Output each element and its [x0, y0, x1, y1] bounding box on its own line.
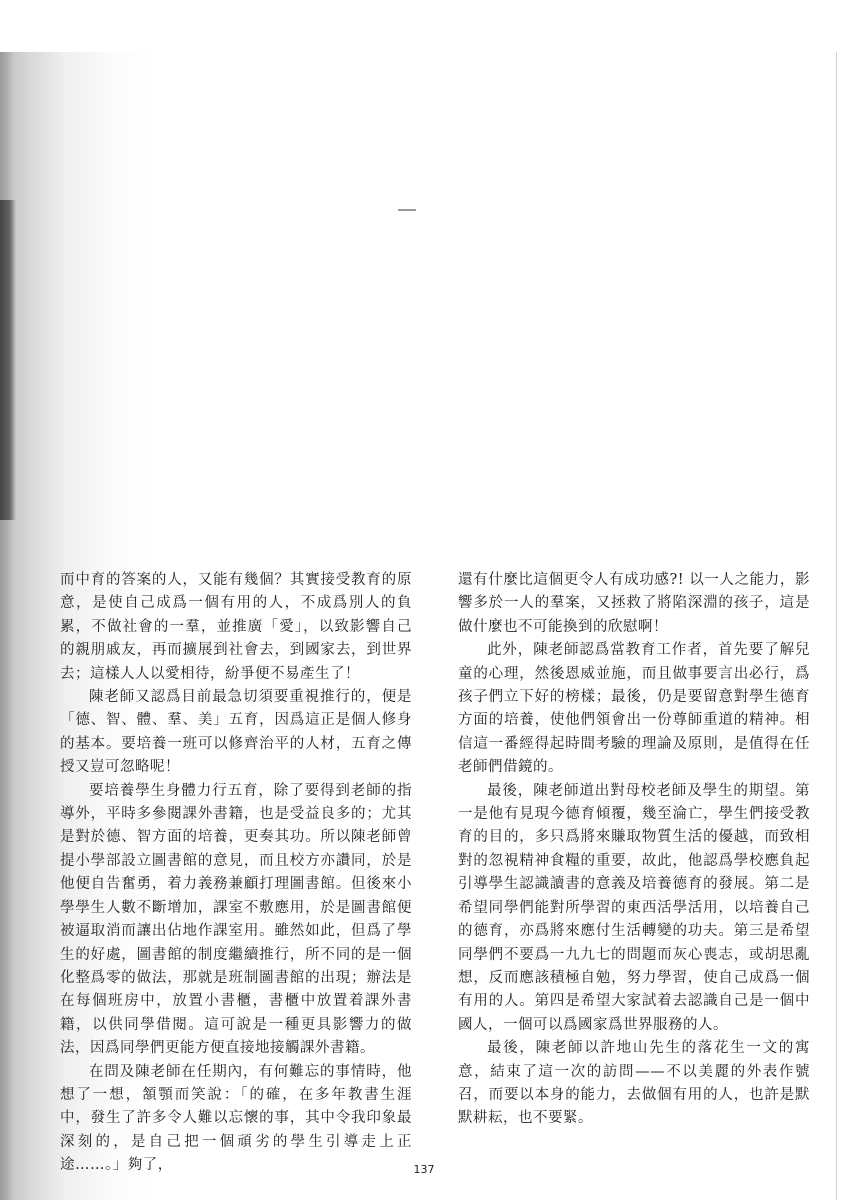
- decorative-dash: [398, 209, 416, 211]
- page-number: 137: [413, 1163, 435, 1176]
- right-text-column: [458, 569, 810, 1131]
- paragraph: 還有什麼比這個更令人有成功感?! 以一人之能力，影響多於一人的羣案，又拯救了將陷深淵的孩子，這是做什麼也不可能換到的欣慰啊！: [458, 572, 810, 635]
- paragraph: 此外，陳老師認爲當教育工作者，首先要了解兒童的心理，然後恩威並施，而且做事要言出必行，爲孩子們立下好的榜樣；最後，仍是要留意對學生德育方面的培養，使他們領會出一份尊師重道的精神。相信這一番經得起時間考驗的理論及原則，是值得在任老師們借鏡的。: [458, 642, 810, 776]
- paragraph: 而中育的答案的人，又能有幾個？其實接受教育的原意，是使自己成爲一個有用的人，不成爲別人的負累，不做社會的一羣，並推廣「愛」，以致影響自己的親朋戚友，再而擴展到社會去，到國家去，到世界去；這樣人人以愛相待，紛爭便不易產生了！: [60, 572, 412, 682]
- paragraph: 最後，陳老師以許地山先生的落花生一文的寓意，結束了這一次的訪問——不以美麗的外表作號召，而要以本身的能力，去做個有用的人，也許是默默耕耘，也不要緊。: [458, 1040, 810, 1127]
- paragraph: 最後，陳老師道出對母校老師及學生的期望。第一是他有見現今德育傾覆，幾至淪亡，學生們接受教育的目的，多只爲將來賺取物質生活的優越，而致相對的忽視精神食糧的重要，故此，他認爲學校應負起引導學生認識讀書的意義及培養德育的發展。第二是希望同學們能對所學習的東西活學活用，以培養自己的德育，亦爲將來應付生活轉變的功夫。第三是希望同學們不要爲一九九七的問題而灰心喪志，或胡思亂想，反而應該積極自勉，努力學習，使自己成爲一個有用的人。第四是希望大家試着去認識自己是一個中國人，一個可以爲國家爲世界服務的人。: [458, 782, 810, 1033]
- paragraph: 在問及陳老師在任期內，有何難忘的事情時，他想了一想，頷顎而笑說：「的確，在多年教書生涯中，發生了許多令人難以忘懷的事，其中令我印象最深刻的，是自己把一個頑劣的學生引導走上正途……。」夠了，: [60, 1063, 412, 1174]
- left-text-column: [60, 569, 412, 1178]
- paragraph: 陳老師又認爲目前最急切須要重視推行的，便是「德、智、體、羣、美」五育，因爲這正是個人修身的基本。要培養一班可以修齊治平的人材，五育之傳授又豈可忽略呢！: [60, 689, 412, 776]
- facing-page-photo-edge: [0, 200, 16, 520]
- paragraph: 要培養學生身體力行五育，除了要得到老師的指導外，平時多參閱課外書籍，也是受益良多的；尤其是對於德、智方面的培養，更奏其功。所以陳老師曾提小學部設立圖書館的意見，而且校方亦讚同，於是他便自告奮勇，着力義務兼顧打理圖書館。但後來小學學生人數不斷增加，課室不敷應用，於是圖書館便被逼取消而讓出佔地作課室用。雖然如此，但爲了學生的好處，圖書館的制度繼續推行，所不同的是一個化整爲零的做法，那就是班制圖書館的出現；辦法是在每個班房中，放置小書櫃，書櫃中放置着課外書籍，以供同學借閱。這可說是一種更具影響力的做法，因爲同學們更能方便直接地接觸課外書籍。: [60, 782, 412, 1057]
